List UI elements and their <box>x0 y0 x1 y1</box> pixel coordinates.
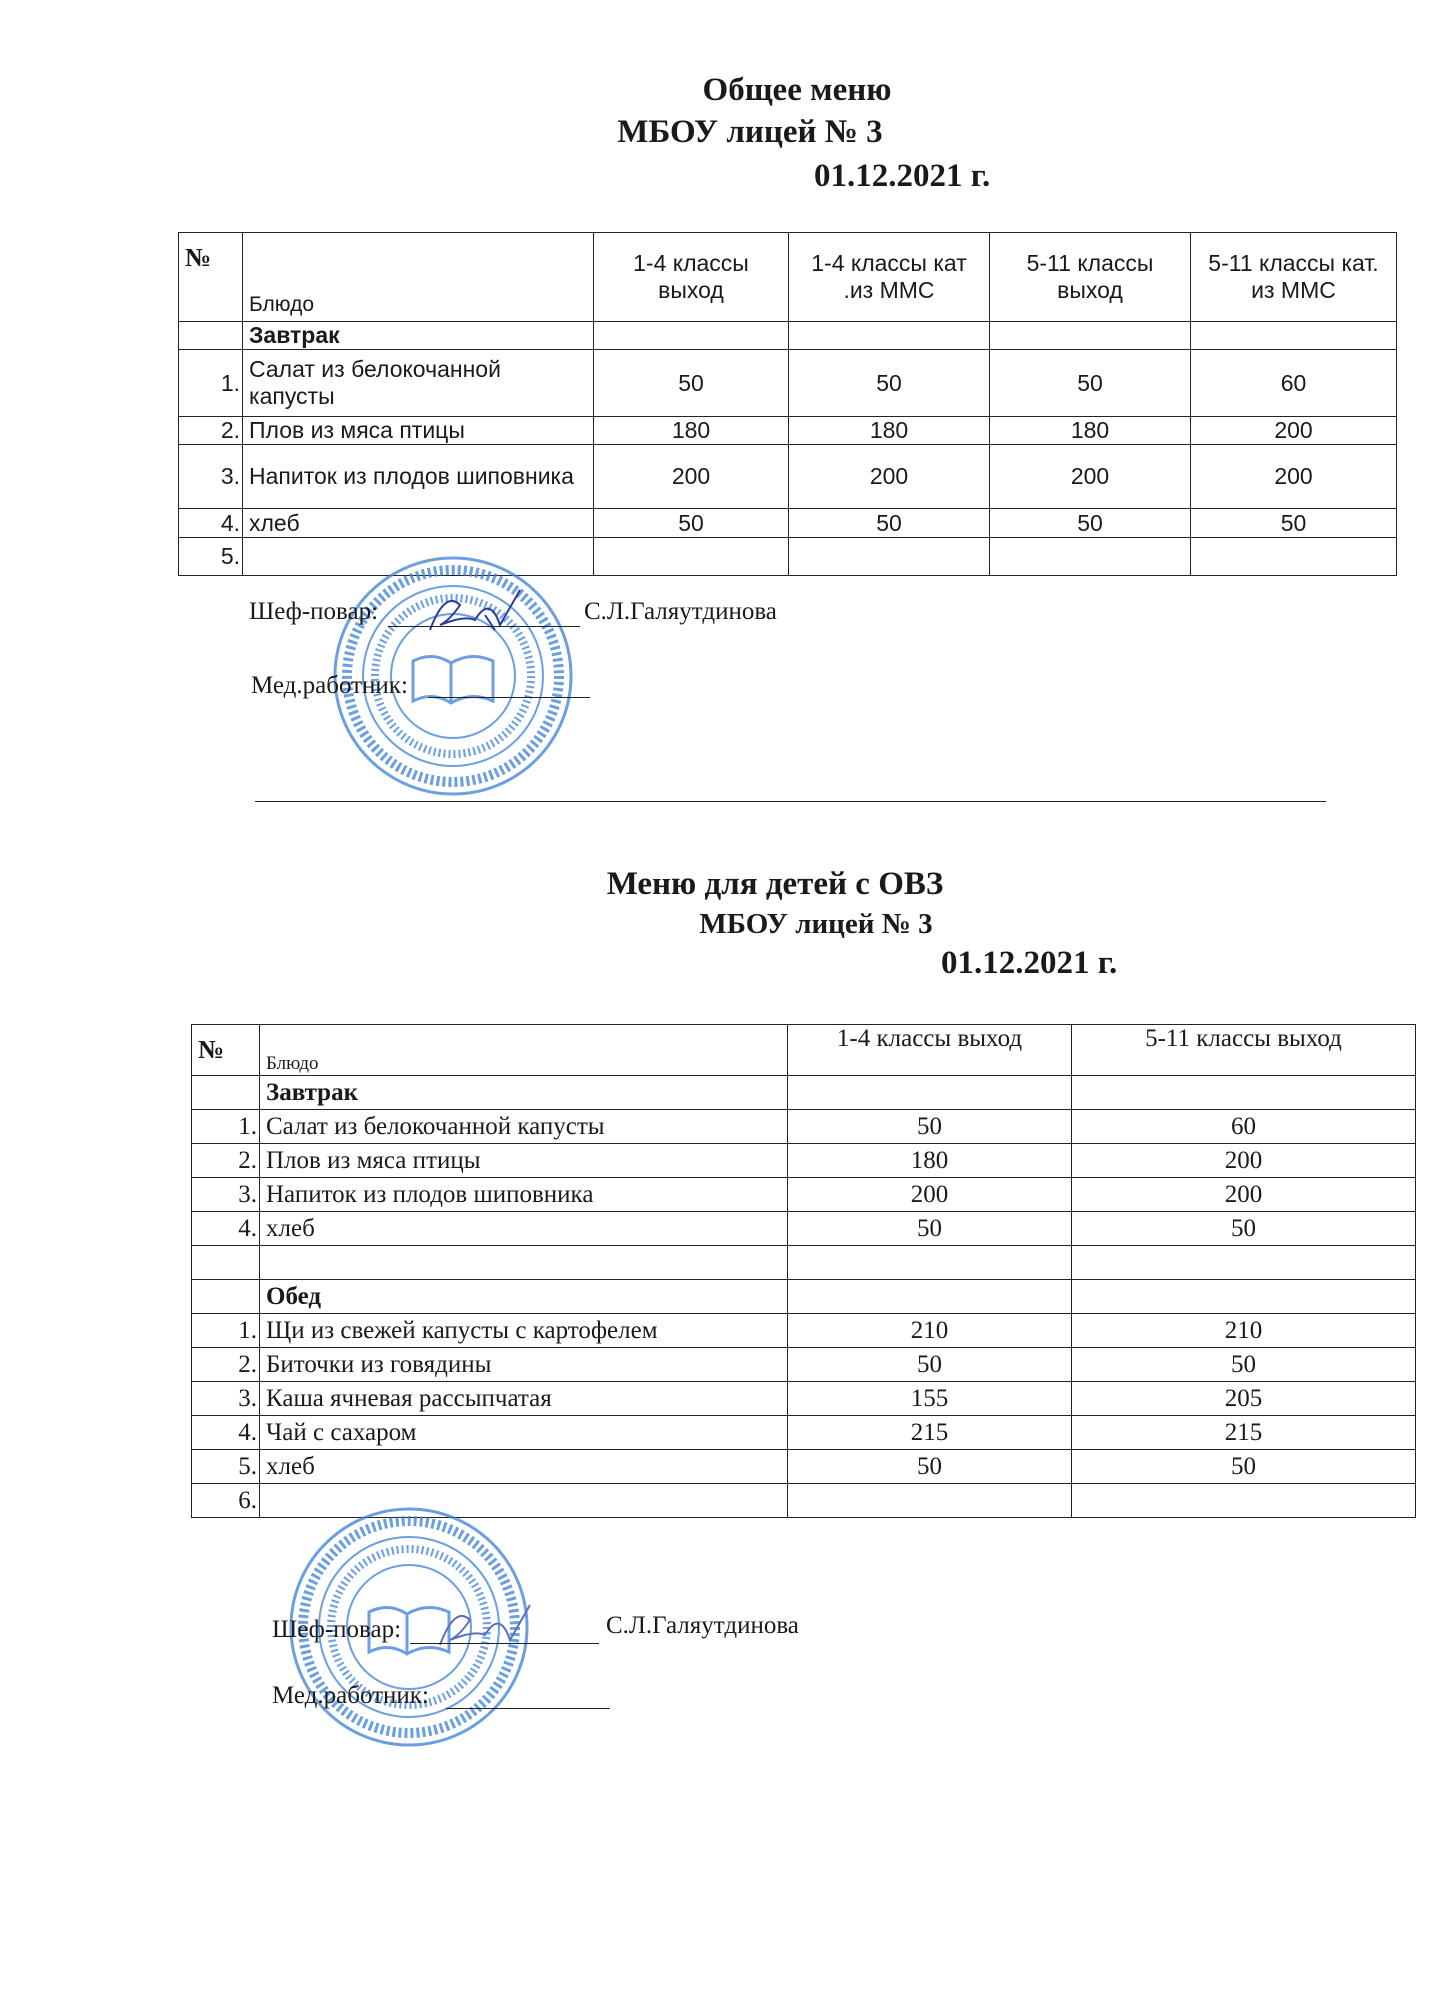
header-dish: Блюдо <box>260 1025 788 1076</box>
dish-name: Чай с сахаром <box>260 1416 788 1450</box>
portion: 50 <box>1191 509 1397 538</box>
med-label: Мед.работник: <box>272 1682 429 1709</box>
chef-label: Шеф-повар: <box>249 598 379 625</box>
dish-name: Салат из белокочанной капусты <box>243 350 594 417</box>
row-num: 2. <box>192 1144 260 1178</box>
table-header-row <box>179 233 1397 322</box>
portion: 50 <box>788 1110 1072 1144</box>
dish-name: Плов из мяса птицы <box>243 417 594 445</box>
row-num: 1. <box>192 1314 260 1348</box>
row-num: 2. <box>192 1348 260 1382</box>
portion: 215 <box>1072 1416 1416 1450</box>
table-row <box>192 1314 1416 1348</box>
cell <box>192 1246 260 1280</box>
chef-name: С.Л.Галяутдинова <box>584 598 777 625</box>
med-label: Мед.работник: <box>251 672 408 699</box>
section-row <box>192 1076 1416 1110</box>
cell <box>192 1076 260 1110</box>
portion: 200 <box>1191 445 1397 509</box>
cell <box>1072 1280 1416 1314</box>
table-row <box>192 1178 1416 1212</box>
cell <box>1072 1076 1416 1110</box>
menu1-title: Общее меню <box>702 72 892 108</box>
table-row <box>192 1144 1416 1178</box>
portion: 50 <box>1072 1450 1416 1484</box>
portion: 50 <box>594 509 789 538</box>
signature <box>430 1600 550 1660</box>
portion: 205 <box>1072 1382 1416 1416</box>
cell <box>192 1280 260 1314</box>
portion: 200 <box>1191 417 1397 445</box>
section-breakfast: Завтрак <box>260 1076 788 1110</box>
empty-row <box>192 1246 1416 1280</box>
table-row <box>192 1450 1416 1484</box>
portion: 50 <box>789 509 990 538</box>
header-col2: 5-11 классы выход <box>1072 1025 1416 1076</box>
dish-name: хлеб <box>243 509 594 538</box>
section-row <box>192 1280 1416 1314</box>
cell <box>788 1076 1072 1110</box>
dish-name: Напиток из плодов шиповника <box>243 445 594 509</box>
table-header-row <box>192 1025 1416 1076</box>
portion: 50 <box>990 509 1191 538</box>
header-dish: Блюдо <box>243 233 594 322</box>
cell <box>1072 1246 1416 1280</box>
header-num: № <box>192 1025 260 1076</box>
dish-name: Напиток из плодов шиповника <box>260 1178 788 1212</box>
portion: 180 <box>594 417 789 445</box>
portion: 180 <box>789 417 990 445</box>
portion: 180 <box>990 417 1191 445</box>
section-breakfast: Завтрак <box>243 322 594 350</box>
portion: 210 <box>1072 1314 1416 1348</box>
dish-name: Каша ячневая рассыпчатая <box>260 1382 788 1416</box>
table-row <box>179 509 1397 538</box>
row-num: 3. <box>192 1382 260 1416</box>
dish-name: хлеб <box>260 1212 788 1246</box>
table-row <box>179 350 1397 417</box>
header-col2: 1-4 классы кат .из ММС <box>789 233 990 322</box>
menu2-date: 01.12.2021 г. <box>941 945 1118 981</box>
dish-name: Салат из белокочанной капусты <box>260 1110 788 1144</box>
table-row <box>192 1416 1416 1450</box>
dish-name: Щи из свежей капусты с картофелем <box>260 1314 788 1348</box>
portion: 50 <box>990 350 1191 417</box>
menu2-school: МБОУ лицей № 3 <box>699 908 933 940</box>
row-num: 6. <box>192 1484 260 1518</box>
row-num: 4. <box>192 1212 260 1246</box>
portion: 50 <box>1072 1212 1416 1246</box>
row-num: 3. <box>179 445 243 509</box>
portion: 200 <box>789 445 990 509</box>
chef-name: С.Л.Галяутдинова <box>606 1612 799 1639</box>
row-num: 4. <box>179 509 243 538</box>
table-row <box>179 445 1397 509</box>
signature <box>420 585 540 645</box>
menu1-date: 01.12.2021 г. <box>814 158 991 194</box>
portion: 50 <box>788 1450 1072 1484</box>
dish-name: Плов из мяса птицы <box>260 1144 788 1178</box>
row-num: 4. <box>192 1416 260 1450</box>
menu2-table <box>191 1024 1416 1518</box>
portion: 180 <box>788 1144 1072 1178</box>
cell <box>788 1280 1072 1314</box>
cell <box>260 1246 788 1280</box>
row-num: 5. <box>192 1450 260 1484</box>
portion: 50 <box>1072 1348 1416 1382</box>
table-row <box>192 1348 1416 1382</box>
portion: 210 <box>788 1314 1072 1348</box>
header-col4: 5-11 классы кат. из ММС <box>1191 233 1397 322</box>
portion: 215 <box>788 1416 1072 1450</box>
portion: 200 <box>594 445 789 509</box>
portion: 200 <box>1072 1144 1416 1178</box>
table-row <box>179 417 1397 445</box>
portion: 50 <box>789 350 990 417</box>
header-col3: 5-11 классы выход <box>990 233 1191 322</box>
portion: 50 <box>594 350 789 417</box>
table-row <box>192 1212 1416 1246</box>
row-num: 3. <box>192 1178 260 1212</box>
table-row <box>192 1382 1416 1416</box>
portion: 60 <box>1191 350 1397 417</box>
header-col1: 1-4 классы выход <box>788 1025 1072 1076</box>
header-num: № <box>179 233 243 322</box>
menu2-title: Меню для детей с ОВЗ <box>606 866 944 902</box>
divider <box>255 801 1326 802</box>
header-col1: 1-4 классы выход <box>594 233 789 322</box>
portion: 200 <box>788 1178 1072 1212</box>
portion <box>1072 1484 1416 1518</box>
portion: 155 <box>788 1382 1072 1416</box>
portion: 200 <box>1072 1178 1416 1212</box>
chef-label: Шеф-повар: <box>272 1616 402 1643</box>
section-lunch: Обед <box>260 1280 788 1314</box>
section-row <box>179 322 1397 350</box>
row-num: 5. <box>179 538 243 576</box>
portion: 60 <box>1072 1110 1416 1144</box>
dish-name: Биточки из говядины <box>260 1348 788 1382</box>
cell <box>788 1246 1072 1280</box>
row-num: 1. <box>179 350 243 417</box>
table-row <box>192 1110 1416 1144</box>
portion: 200 <box>990 445 1191 509</box>
dish-name: хлеб <box>260 1450 788 1484</box>
portion: 50 <box>788 1212 1072 1246</box>
menu1-school: МБОУ лицей № 3 <box>617 114 883 150</box>
row-num: 1. <box>192 1110 260 1144</box>
menu1-table <box>178 232 1397 576</box>
row-num: 2. <box>179 417 243 445</box>
portion: 50 <box>788 1348 1072 1382</box>
portion <box>788 1484 1072 1518</box>
